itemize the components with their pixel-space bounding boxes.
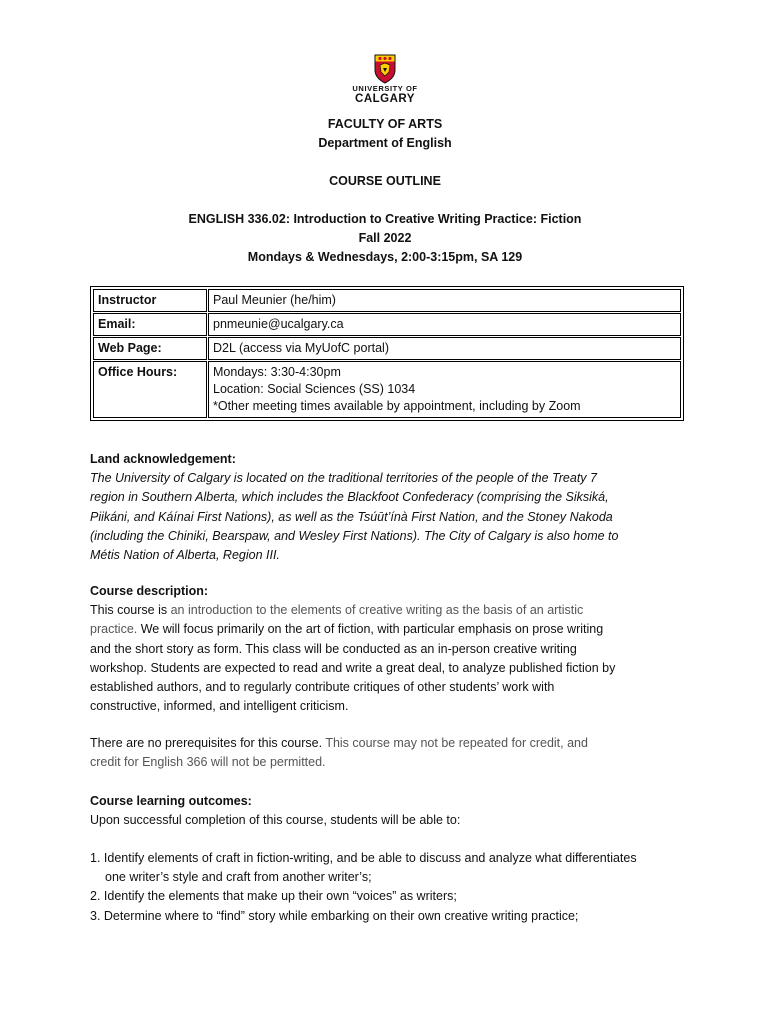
course-title: ENGLISH 336.02: Introduction to Creative Writing Practice: Fiction [188, 212, 582, 226]
description-text: This course is [90, 603, 171, 618]
land-acknowledgement-section [90, 450, 690, 565]
land-acknowledgement-line: Métis Nation of Alberta, Region III. [90, 548, 280, 563]
description-line [90, 620, 690, 639]
description-line: established authors, and to regularly contribute critiques of other students’ work with [90, 680, 555, 695]
prerequisites-line [90, 734, 690, 753]
prerequisites-paragraph [90, 734, 690, 772]
webpage-label: Web Page: [93, 337, 207, 360]
email-row [93, 313, 681, 336]
learning-outcomes-list [90, 849, 660, 926]
office-hours-value [208, 361, 681, 418]
instructor-value: Paul Meunier (he/him) [208, 289, 681, 312]
schedule-label: Mondays & Wednesdays, 2:00-3:15pm, SA 129 [247, 250, 523, 264]
learning-outcomes-section [90, 792, 690, 830]
email-value[interactable]: pnmeunie@ucalgary.ca [208, 313, 681, 336]
university-crest-icon [374, 54, 396, 84]
office-hours-time: Mondays: 3:30-4:30pm [213, 365, 341, 379]
office-hours-note: *Other meeting times available by appointment, including by Zoom [213, 399, 581, 413]
learning-outcomes-heading: Course learning outcomes: [90, 794, 252, 808]
description-line [90, 601, 690, 620]
office-hours-row [93, 361, 681, 418]
prerequisites-text: There are no prerequisites for this course. [90, 736, 326, 750]
repeat-credit-text: This course may not be repeated for credit, and [325, 736, 588, 750]
logo-text-calgary: CALGARY [355, 93, 415, 105]
instructor-row [93, 289, 681, 312]
land-acknowledgement-heading: Land acknowledgement: [90, 452, 236, 466]
credit-restriction-text: credit for English 366 will not be permitted. [90, 755, 326, 770]
email-label: Email: [93, 313, 207, 336]
description-line: workshop. Students are expected to read and write a great deal, to analyze published fiction by [90, 660, 616, 675]
description-text: We will focus primarily on the art of fiction, with particular emphasis on prose writing [137, 622, 604, 637]
land-acknowledgement-line: Piikáni, and Káínai First Nations), as well as the Tsúūt’ínà First Nation, and the Stoney Nakoda [90, 509, 613, 524]
instructor-label: Instructor [93, 289, 207, 312]
description-line: and the short story as form. This class will be conducted as an in-person creative writing [90, 641, 577, 656]
outcome-item: 3. Determine where to “find” story while embarking on their own creative writing practice; [90, 908, 579, 923]
course-description-heading: Course description: [90, 584, 209, 598]
document-type-title: COURSE OUTLINE [329, 174, 441, 188]
land-acknowledgement-line: (including the Chiniki, Bearspaw, and Wesley First Nations). The City of Calgary is also home to [90, 528, 619, 543]
land-acknowledgement-line: region in Southern Alberta, which includes the Blackfoot Confederacy (comprising the Siksiká, [90, 490, 609, 505]
university-logo [344, 54, 426, 110]
webpage-value: D2L (access via MyUofC portal) [208, 337, 681, 360]
description-highlight-text: practice. [90, 622, 138, 637]
department-title: Department of English [318, 136, 452, 150]
description-highlight-text: an introduction to the elements of creative writing as the basis of an artistic [170, 603, 584, 618]
outcome-item: 1. Identify elements of craft in fiction-writing, and be able to discuss and analyze what differentiates one writer’s style and craft from another writer’s; [90, 851, 637, 885]
course-info-table [90, 286, 684, 421]
office-hours-label: Office Hours: [93, 361, 207, 418]
description-line: constructive, informed, and intelligent criticism. [90, 699, 349, 714]
term-label: Fall 2022 [358, 231, 412, 245]
webpage-row [93, 337, 681, 360]
faculty-title: FACULTY OF ARTS [327, 117, 443, 131]
office-hours-location: Location: Social Sciences (SS) 1034 [213, 382, 416, 396]
course-description-section [90, 582, 690, 716]
outcome-item: 2. Identify the elements that make up their own “voices” as writers; [90, 889, 457, 904]
learning-outcomes-intro: Upon successful completion of this course, students will be able to: [90, 813, 461, 828]
logo-text-university-of: UNIVERSITY OF [352, 84, 418, 93]
land-acknowledgement-line: The University of Calgary is located on the traditional territories of the people of the Treaty 7 [90, 471, 597, 486]
